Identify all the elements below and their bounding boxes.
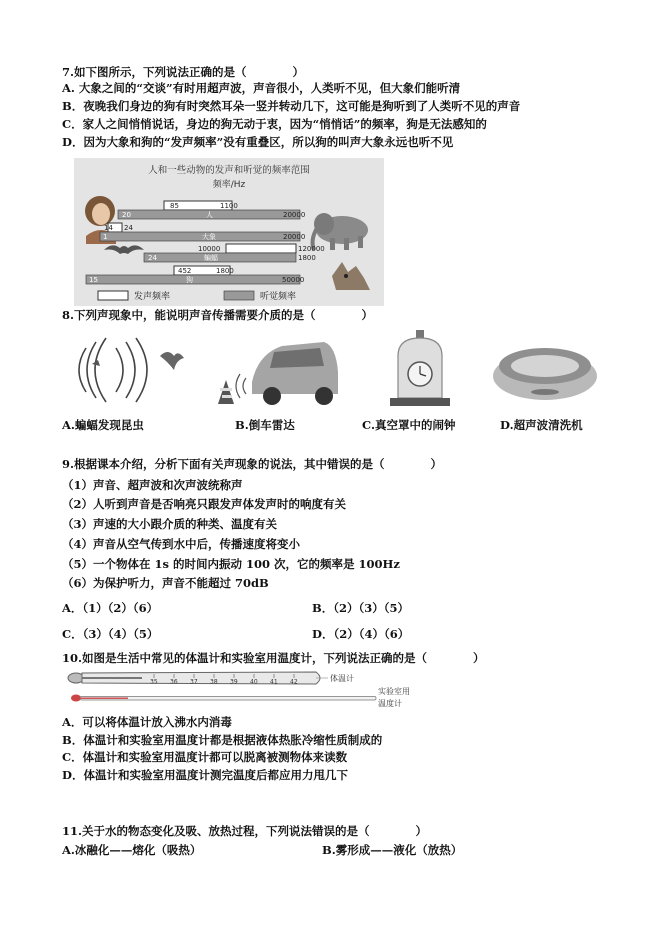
q9-option-c: C．（3）（4）（5） [62, 627, 159, 641]
q7-stem: 7.如下图所示，下列说法正确的是（ ） [62, 65, 305, 79]
r3-emit-low: 10000 [198, 245, 221, 253]
q9-option-d: D．（2）（4）（6） [312, 627, 410, 641]
q9-item-2: （2）人听到声音是否响亮只跟发声体发声时的响度有关 [62, 497, 346, 511]
q8-caption-c: C.真空罩中的闹钟 [362, 418, 456, 432]
tick-36: 36 [170, 678, 178, 686]
r3-hear-high: 1800 [298, 254, 316, 262]
r1-hear-high: 20000 [283, 211, 306, 219]
q7-option-a: A. 大象之间的“交谈”有时用超声波，声音很小，人类听不见，但大象们能听清 [62, 81, 461, 95]
bat-icon [160, 352, 184, 370]
tick-35: 35 [150, 678, 158, 686]
r2-emit-high: 24 [124, 224, 133, 232]
q8-caption-b: B.倒车雷达 [235, 418, 295, 432]
q9-item-1: （1）声音、超声波和次声波统称声 [62, 478, 243, 492]
r4-hear-low: 15 [89, 276, 98, 284]
figure-title: 人和一些动物的发声和听觉的频率范围 [148, 165, 310, 176]
tick-37: 37 [190, 678, 198, 686]
r4-emit-low: 452 [178, 267, 192, 275]
clinical-thermometer-icon [68, 672, 320, 686]
r2-emit-low: 14 [104, 224, 113, 232]
q7-option-c: C．家人之间悄悄说话，身边的狗无动于衷，因为“悄悄话”的频率，狗是无法感知的 [62, 117, 487, 131]
q8-caption-a: A.蝙蝠发现昆虫 [62, 418, 144, 432]
legend-hear-label: 听觉频率 [260, 292, 297, 302]
r2-hear-low: 1 [103, 233, 108, 241]
r4-hear-high: 50000 [282, 276, 305, 284]
q11-option-a: A.冰融化——熔化（吸热） [62, 843, 202, 857]
ultrasonic-cleaner-image [490, 336, 600, 404]
q9-stem: 9.根据课本介绍，分析下面有关声现象的说法，其中错误的是（ ） [62, 457, 443, 471]
r3-name: 蝙蝠 [204, 254, 218, 262]
q7-option-d: D．因为大象和狗的“发声频率”没有重叠区，所以狗的叫声大象永远也听不见 [62, 135, 454, 149]
vacuum-bell-jar-image [384, 328, 456, 408]
tick-42: 42 [290, 678, 298, 686]
q11-option-b: B.雾形成——液化（放热） [322, 843, 463, 857]
lab-thermometer-label-2: 温度计 [378, 699, 402, 708]
tick-39: 39 [230, 678, 238, 686]
r3-hear-low: 24 [148, 254, 157, 262]
q10-option-d: D．体温计和实验室用温度计测完温度后都应用力甩几下 [62, 768, 348, 782]
figure-unit: 频率/Hz [212, 180, 246, 190]
q11-stem: 11.关于水的物态变化及吸、放热过程，下列说法错误的是（ ） [62, 824, 428, 838]
lab-thermometer-label-1: 实验室用 [378, 687, 410, 696]
q10-option-c: C．体温计和实验室用温度计都可以脱离被测物体来读数 [62, 750, 348, 764]
lab-thermometer-icon [71, 695, 376, 702]
tick-41: 41 [270, 678, 278, 686]
q10-stem: 10.如图是生活中常见的体温计和实验室用温度计，下列说法正确的是（ ） [62, 651, 485, 665]
thermometers-figure [66, 666, 456, 714]
q7-option-b: B．夜晚我们身边的狗有时突然耳朵一竖并转动几下，这可能是狗听到了人类听不见的声音 [62, 99, 521, 113]
r3-emit-high: 120000 [298, 245, 325, 253]
tick-38: 38 [210, 678, 218, 686]
r1-emit-high: 1100 [220, 202, 238, 210]
r2-hear-high: 20000 [283, 233, 306, 241]
q9-item-6: （6）为保护听力，声音不能超过 70dB [62, 576, 269, 590]
legend-emit-label: 发声频率 [134, 292, 171, 302]
q9-item-4: （4）声音从空气传到水中后，传播速度将变小 [62, 537, 300, 551]
r1-hear-low: 20 [122, 211, 131, 219]
q9-option-b: B．（2）（3）（5） [312, 601, 409, 615]
r4-emit-high: 1800 [216, 267, 234, 275]
tick-40: 40 [250, 678, 258, 686]
q8-stem: 8.下列声现象中，能说明声音传播需要介质的是（ ） [62, 308, 374, 322]
traffic-cone-icon [218, 380, 234, 404]
q9-item-5: （5）一个物体在 1s 的时间内振动 100 次，它的频率是 100Hz [62, 557, 400, 571]
r1-name: 人 [206, 211, 213, 219]
clinical-thermometer-label: 体温计 [330, 674, 354, 683]
r2-name: 大象 [202, 233, 216, 241]
r4-name: 狗 [186, 276, 193, 284]
reversing-radar-image [212, 332, 342, 412]
bat-echolocation-image [64, 330, 194, 408]
frequency-range-figure [74, 158, 384, 306]
q10-option-b: B．体温计和实验室用温度计都是根据液体热胀冷缩性质制成的 [62, 733, 383, 747]
q10-option-a: A．可以将体温计放入沸水内消毒 [62, 715, 232, 729]
q8-caption-d: D.超声波清洗机 [500, 418, 583, 432]
q9-option-a: A．（1）（2）（6） [62, 601, 159, 615]
q9-item-3: （3）声速的大小跟介质的种类、温度有关 [62, 517, 277, 531]
r1-emit-low: 85 [170, 202, 179, 210]
